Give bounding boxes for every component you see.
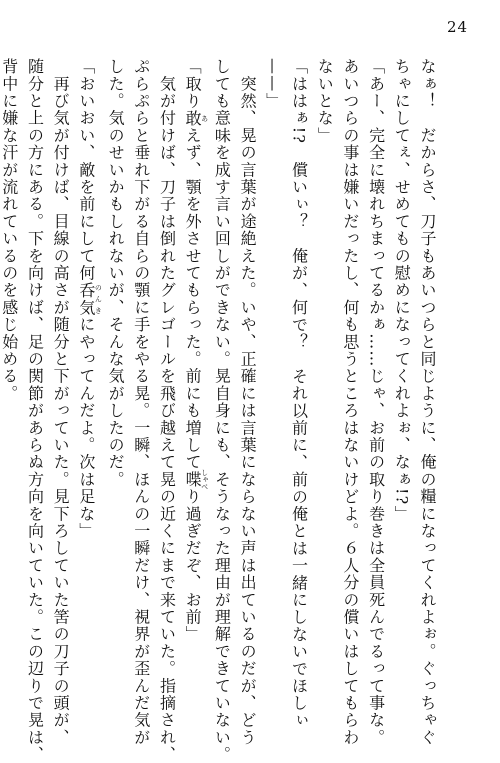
text-line: した。気のせいかもしれないが、そんな気がしたのだ。	[106, 58, 126, 488]
text-line: なぁ！ だからさ、刀子もあいつらと同じように、俺の糧になってくれよぉ。ぐっちゃぐ	[418, 58, 437, 746]
text-line: 背中に嫌な汗が流れているのを感じ始める。	[0, 58, 19, 402]
text-line: 突然、晃の言葉が途絶えた。いや、正確には言葉にならない声は出ているのだが、どう	[238, 58, 258, 746]
text-line: ——」	[263, 58, 283, 110]
text-line: ないとな」	[315, 58, 335, 144]
text-line: 「あー、完全に壊れちまってるかぁ……じゃ、お前の取り巻きは全員死んでるって事な。	[366, 58, 386, 746]
text-line: 「ははぁ!? 償いぃ？ 俺が、何で？ それ以前に、前の俺とは一緒にしないでほしぃ	[289, 58, 309, 730]
text-line: 随分と上の方にある。下を向けば、足の関節があらぬ方向を向いていた。この辺りで晃は、	[25, 58, 45, 763]
text-line: 再び気が付けば、目線の高さが随分と下がっていた。見下ろしていた筈の刀子の頭が、	[51, 58, 71, 746]
ruby-reading: のんき	[94, 281, 103, 317]
text-line: 気が付けば、刀子は倒れたグレゴールを飛び越えて晃の近くにまで来ていた。指摘され、	[157, 58, 177, 763]
text-line-with-ruby: 「取り敢あえず、顎を外させてもらった。前にも増して喋しゃべり過ぎだぞ、お前」	[183, 58, 209, 643]
page-number: 24	[447, 18, 469, 36]
ruby-reading: あ	[200, 109, 209, 127]
text-line: ちゃにしてぇ、せめてもの慰めになってくれよぉ、なぁ!?」	[392, 58, 412, 523]
text-line: ぷらぷらと垂れ下がる自らの顎に手をやる晃。一瞬、ほんの一瞬だけ、視界が歪んだ気が	[131, 58, 151, 746]
novel-text-body	[0, 58, 440, 763]
text-line: しても意味を成す言い回しができない。晃自身にも、そうなった理由が理解できていない。	[212, 58, 232, 763]
text-line: あいつらの事は嫌いだったし、何も思うところはないけどよ。６人分の償いはしてもらわ	[340, 58, 360, 746]
text-line-with-ruby: 「おいおい、敵を前にして何呑気のんきにやってんだよ。次は足な」	[76, 58, 103, 540]
ruby-reading: しゃべ	[200, 468, 209, 490]
